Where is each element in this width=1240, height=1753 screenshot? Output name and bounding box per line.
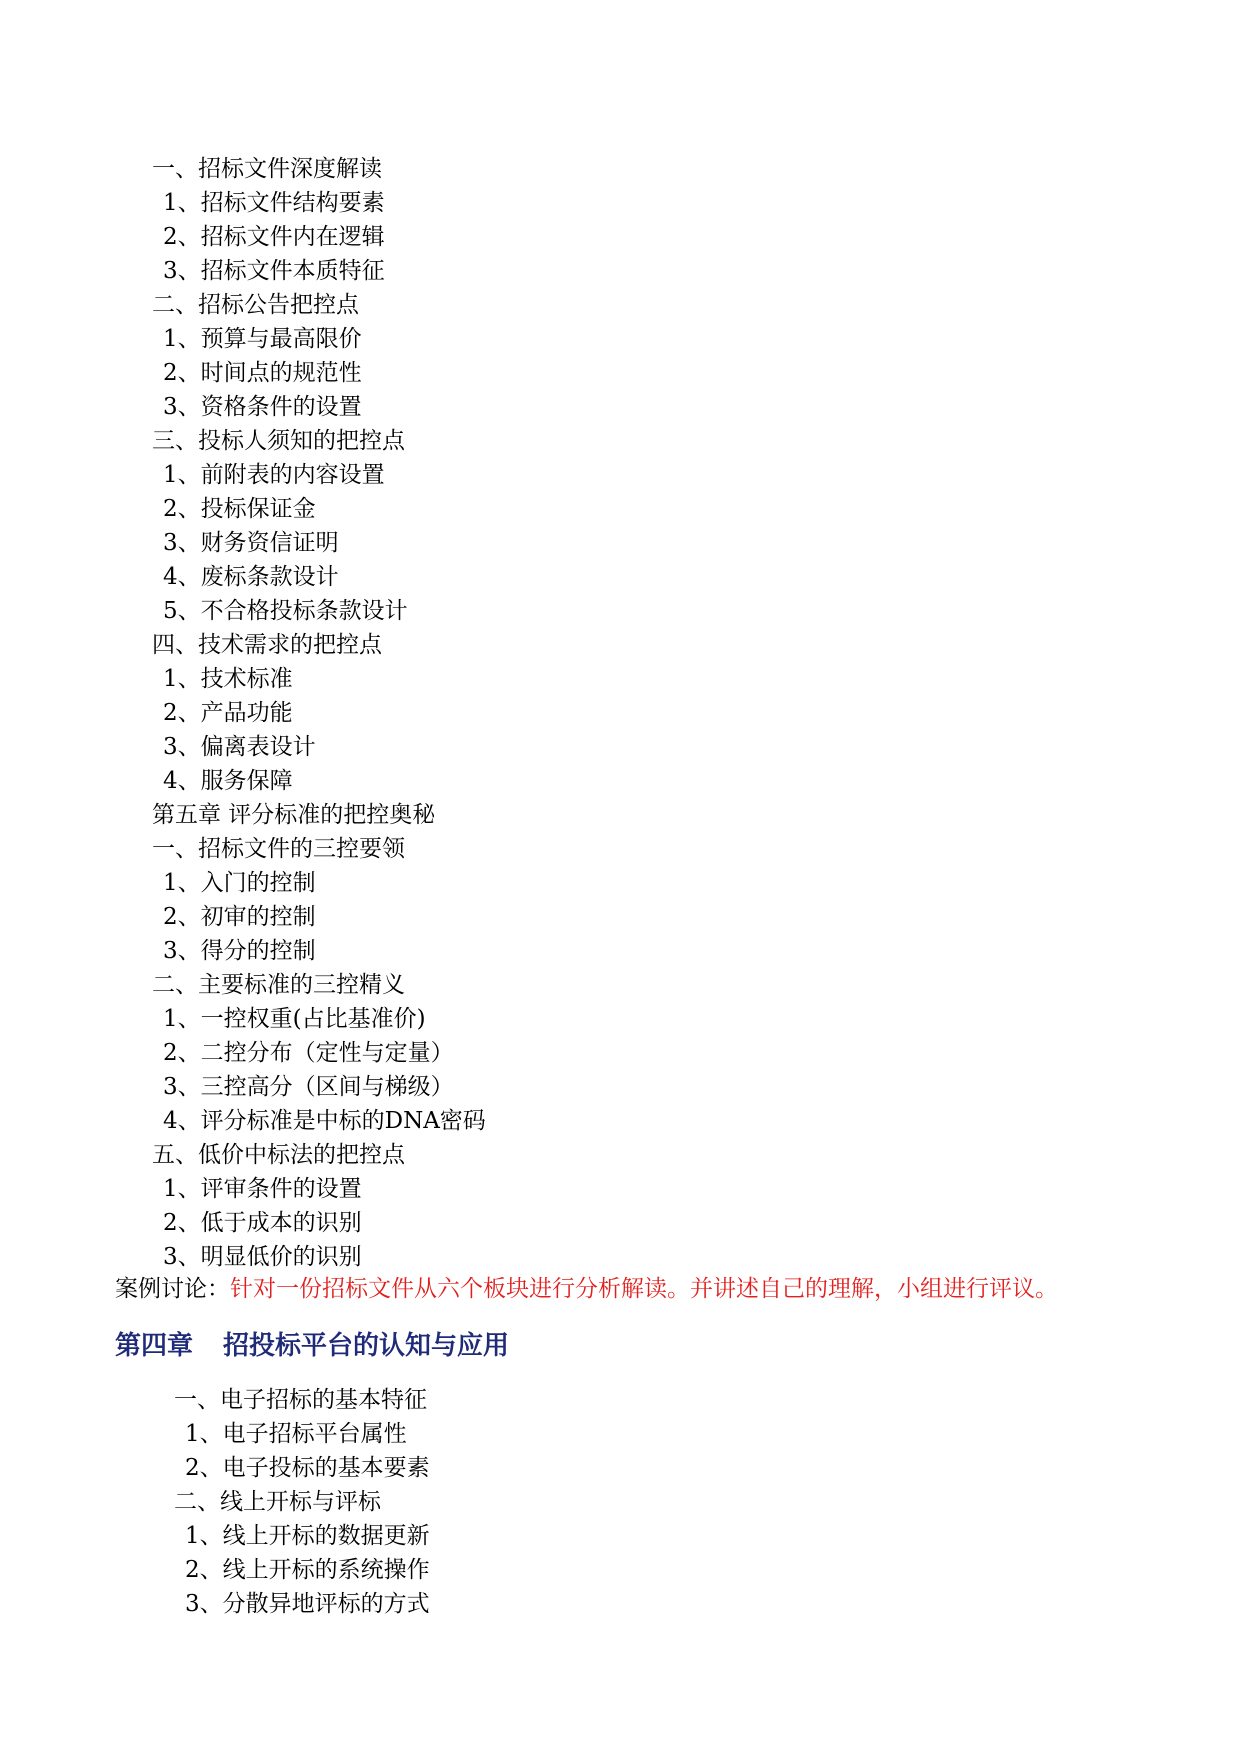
outline-item: 1、招标文件结构要素 [163, 190, 385, 216]
chapter4-heading [115, 1326, 509, 1366]
outline-item: 一、招标文件深度解读 [152, 156, 382, 182]
outline-item: 1、电子招标平台属性 [185, 1421, 407, 1447]
outline-item: 1、线上开标的数据更新 [185, 1523, 430, 1549]
outline-item: 2、时间点的规范性 [163, 360, 362, 386]
outline-item: 2、二控分布（定性与定量） [163, 1040, 454, 1066]
outline-item: 1、技术标准 [163, 666, 293, 692]
outline-item: 2、投标保证金 [163, 496, 316, 522]
outline-item: 3、资格条件的设置 [163, 394, 362, 420]
outline-item: 2、初审的控制 [163, 904, 316, 930]
outline-item: 3、财务资信证明 [163, 530, 339, 556]
outline-item: 1、预算与最高限价 [163, 326, 362, 352]
outline-item: 2、线上开标的系统操作 [185, 1557, 430, 1583]
chapter5-heading: 第五章 评分标准的把控奥秘 [152, 802, 436, 828]
chapter4-title: 招投标平台的认知与应用 [223, 1331, 510, 1361]
case-discussion [115, 1272, 1058, 1306]
outline-item: 1、入门的控制 [163, 870, 316, 896]
outline-list [0, 152, 1240, 1274]
outline-item: 2、电子投标的基本要素 [185, 1455, 430, 1481]
outline-item: 3、得分的控制 [163, 938, 316, 964]
outline-item: 二、招标公告把控点 [152, 292, 359, 318]
outline-item: 3、分散异地评标的方式 [185, 1591, 430, 1617]
outline-item: 3、三控高分（区间与梯级） [163, 1074, 454, 1100]
outline-item: 二、线上开标与评标 [174, 1489, 381, 1515]
chapter4-outline-list [0, 1383, 1240, 1621]
outline-item: 二、主要标准的三控精义 [152, 972, 405, 998]
case-discussion-label: 案例讨论： [115, 1276, 230, 1302]
outline-item: 一、电子招标的基本特征 [174, 1387, 427, 1413]
outline-item: 五、低价中标法的把控点 [152, 1142, 405, 1168]
outline-item: 4、废标条款设计 [163, 564, 339, 590]
outline-item: 4、评分标准是中标的DNA密码 [163, 1108, 486, 1134]
outline-item: 三、投标人须知的把控点 [152, 428, 405, 454]
outline-item: 2、招标文件内在逻辑 [163, 224, 385, 250]
outline-item: 一、招标文件的三控要领 [152, 836, 405, 862]
outline-item: 1、评审条件的设置 [163, 1176, 362, 1202]
outline-item: 2、低于成本的识别 [163, 1210, 362, 1236]
case-discussion-text: 针对一份招标文件从六个板块进行分析解读。并讲述自己的理解，小组进行评议。 [230, 1276, 1058, 1302]
outline-item: 1、前附表的内容设置 [163, 462, 385, 488]
outline-item: 4、服务保障 [163, 768, 293, 794]
chapter4-number: 第四章 [115, 1331, 194, 1361]
outline-item: 5、不合格投标条款设计 [163, 598, 408, 624]
outline-item: 1、一控权重(占比基准价) [163, 1006, 426, 1032]
outline-item: 3、招标文件本质特征 [163, 258, 385, 284]
outline-item: 四、技术需求的把控点 [152, 632, 382, 658]
outline-item: 2、产品功能 [163, 700, 293, 726]
outline-item: 3、偏离表设计 [163, 734, 316, 760]
outline-item: 3、明显低价的识别 [163, 1244, 362, 1270]
